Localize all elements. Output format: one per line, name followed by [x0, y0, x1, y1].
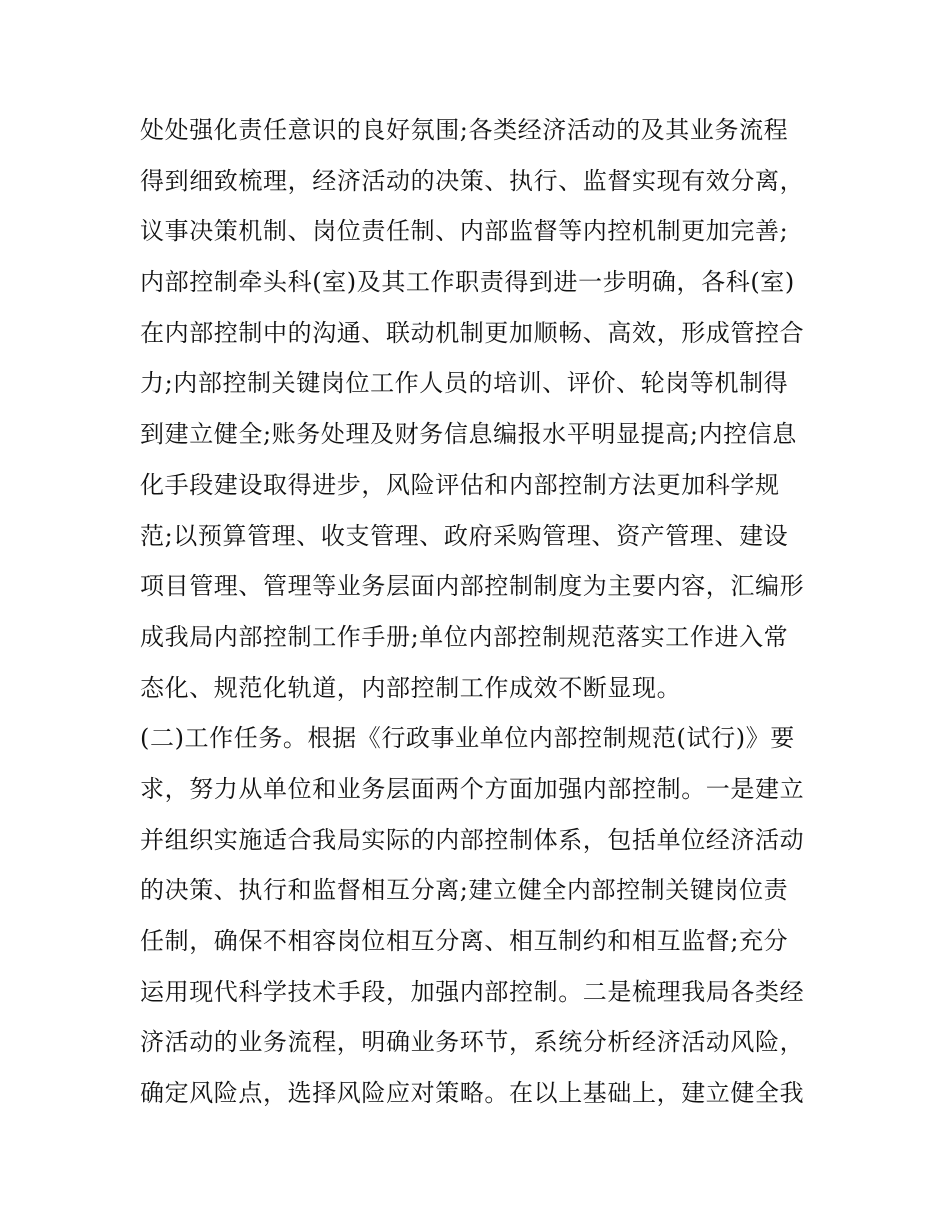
- text-line: 成我局内部控制工作手册;单位内部控制规范落实工作进入常: [140, 622, 789, 651]
- text-line: 求，努力从单位和业务层面两个方面加强内部控制。一是建立: [140, 774, 805, 803]
- text-line: 的决策、执行和监督相互分离;建立健全内部控制关键岗位责: [140, 876, 789, 905]
- text-line: 在内部控制中的沟通、联动机制更加顺畅、高效，形成管控合: [140, 318, 805, 347]
- text-line: 任制，确保不相容岗位相互分离、相互制约和相互监督;充分: [140, 927, 789, 955]
- text-line: 范;以预算管理、收支管理、政府采购管理、资产管理、建设: [140, 521, 789, 550]
- text-line: 态化、规范化轨道，内部控制工作成效不断显现。: [140, 673, 682, 702]
- text-line: 处处强化责任意识的良好氛围;各类经济活动的及其业务流程: [140, 116, 789, 144]
- text-line: 济活动的业务流程，明确业务环节，系统分析经济活动风险，: [140, 1028, 805, 1057]
- text-line: 项目管理、管理等业务层面内部控制制度为主要内容，汇编形: [140, 572, 805, 601]
- text-line: 议事决策机制、岗位责任制、内部监督等内控机制更加完善;: [140, 217, 789, 246]
- text-line: 确定风险点，选择风险应对策略。在以上基础上，建立健全我: [140, 1079, 805, 1108]
- text-line: 化手段建设取得进步，风险评估和内部控制方法更加科学规: [140, 470, 780, 499]
- text-line: 得到细致梳理，经济活动的决策、执行、监督实现有效分离，: [140, 166, 805, 195]
- text-line: 并组织实施适合我局实际的内部控制体系，包括单位经济活动: [140, 825, 805, 854]
- body-text: [140, 105, 820, 1119]
- text-line: 内部控制牵头科(室)及其工作职责得到进一步明确，各科(室): [140, 268, 795, 297]
- text-line: 运用现代科学技术手段，加强内部控制。二是梳理我局各类经: [140, 977, 805, 1006]
- text-line: 力;内部控制关键岗位工作人员的培训、评价、轮岗等机制得: [140, 369, 789, 398]
- text-line: (二)工作任务。根据《行政事业单位内部控制规范(试行)》要: [140, 724, 795, 753]
- text-line: 到建立健全;账务处理及财务信息编报水平明显提高;内控信息: [140, 420, 797, 449]
